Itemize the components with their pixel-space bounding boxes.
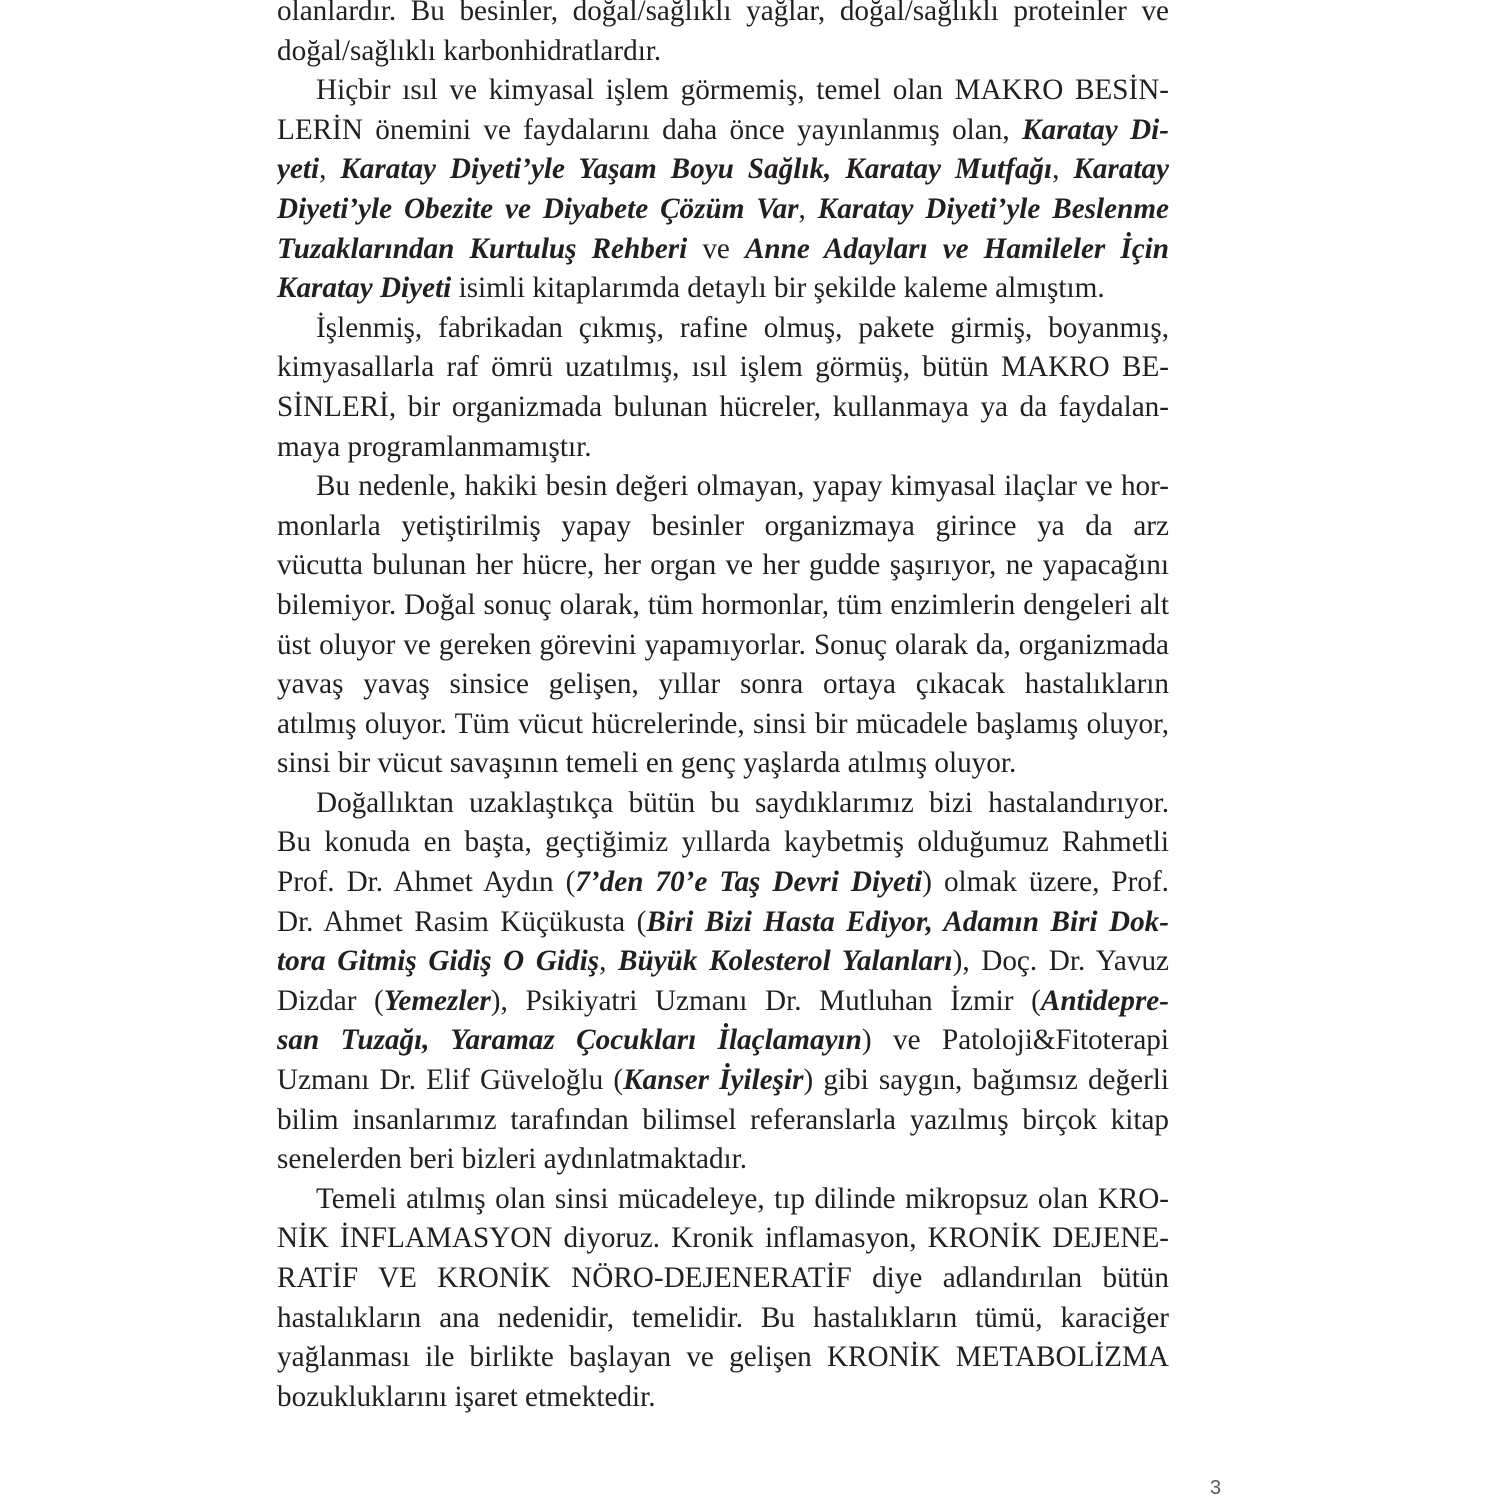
text-line [277, 942, 1169, 982]
text-line [277, 428, 1169, 468]
text-line [277, 903, 1169, 943]
text-run: LERİN önemini ve faydalarını daha önce yayınlanmış olan, [277, 113, 1023, 146]
book-title: Karatay Diyeti’yle Beslenme [817, 192, 1169, 225]
text-run: ) ve Patoloji&Fitoterapi [861, 1024, 1169, 1057]
text-run: ) gibi saygın, bağımsız değerli [803, 1064, 1169, 1097]
text-run: ), Doç. Dr. Yavuz [952, 945, 1169, 978]
book-title: yeti [277, 153, 320, 186]
text-run: bozukluklarını işaret etmektedir. [277, 1380, 656, 1413]
paragraph-first-line [277, 467, 1169, 507]
text-line [277, 1219, 1169, 1259]
text-line [277, 1378, 1169, 1418]
text-run: yavaş yavaş sinsice gelişen, yıllar sonra ortaya çıkacak hastalıkların [277, 668, 1169, 701]
text-run: , [798, 192, 818, 225]
text-run: Prof. Dr. Ahmet Aydın ( [277, 866, 576, 899]
text-run: Temeli atılmış olan sinsi mücadeleye, tıp dilinde mikropsuz olan KRO- [316, 1182, 1169, 1215]
text-run: bilim insanlarımız tarafından bilimsel referanslarla yazılmış birçok kitap [277, 1103, 1169, 1136]
text-run: bilemiyor. Doğal sonuç olarak, tüm hormonlar, tüm enzimlerin dengeleri alt [277, 588, 1169, 621]
text-run: senelerden beri bizleri aydınlatmaktadır. [277, 1143, 748, 1176]
body-text [277, 0, 1169, 1417]
text-line [277, 863, 1169, 903]
book-title: Kanser İyileşir [623, 1064, 804, 1097]
text-line [277, 1338, 1169, 1378]
text-run: kimyasallarla raf ömrü uzatılmış, ısıl işlem görmüş, bütün MAKRO BE- [277, 351, 1169, 384]
text-run: Dr. Ahmet Rasim Küçükusta ( [277, 905, 647, 938]
text-run: RATİF VE KRONİK NÖRO-DEJENERATİF diye adlandırılan bütün [277, 1262, 1169, 1294]
text-run: monlarla yetiştirilmiş yapay besinler organizmaya girince ya da arz [277, 509, 1169, 542]
book-title: Yemezler [383, 984, 491, 1017]
text-line [277, 982, 1169, 1022]
text-run: Doğallıktan uzaklaştıkça bütün bu saydıklarımız bizi hastalandırıyor. [316, 786, 1169, 819]
text-run: İşlenmiş, fabrikadan çıkmış, rafine olmuş, pakete girmiş, boyanmış, [316, 311, 1169, 344]
book-title: Tuzaklarından Kurtuluş Rehberi [277, 232, 688, 265]
text-line [277, 705, 1169, 745]
paragraph-first-line [277, 71, 1169, 111]
page-number: 3 [1210, 1477, 1222, 1499]
text-run: sinsi bir vücut savaşının temeli en genç yaşlarda atılmış oluyor. [277, 747, 1017, 780]
text-line [277, 32, 1169, 72]
book-title: tora Gitmiş Gidiş O Gidiş [277, 945, 600, 978]
text-run: vücutta bulunan her hücre, her organ ve her gudde şaşırıyor, ne yapacağını [277, 549, 1169, 582]
text-run: yağlanması ile birlikte başlayan ve gelişen KRONİK METABOLİZMA [277, 1341, 1169, 1374]
book-title: 7’den 70’e Taş Devri Diyeti [575, 866, 923, 899]
text-run: ), Psikiyatri Uzmanı Dr. Mutluhan İzmir ( [490, 984, 1041, 1017]
text-line [277, 586, 1169, 626]
text-run: üst oluyor ve gereken görevini yapamıyorlar. Sonuç olarak da, organizmada [277, 628, 1169, 661]
paragraph-first-line [277, 309, 1169, 349]
book-title: Karatay Diyeti [277, 272, 452, 305]
text-run: , [599, 945, 618, 978]
text-run: ve [687, 232, 745, 265]
text-line [277, 665, 1169, 705]
text-run: ) olmak üzere, Prof. [922, 866, 1169, 899]
text-line [277, 150, 1169, 190]
book-title: Anne Adayları ve Hamileler İçin [744, 232, 1169, 265]
text-line [277, 1101, 1169, 1141]
text-run: maya programlanmamıştır. [277, 430, 592, 463]
text-line [277, 0, 1169, 32]
book-title: Karatay Diyeti’yle Yaşam Boyu Sağlık, Karatay Mutfağı [340, 153, 1053, 186]
book-title: san Tuzağı, Yaramaz Çocukları İlaçlamayın [277, 1024, 862, 1057]
book-title: Diyeti’yle Obezite ve Diyabete Çözüm Var [277, 192, 799, 225]
text-line [277, 348, 1169, 388]
text-run: Uzmanı Dr. Elif Güveloğlu ( [277, 1064, 624, 1097]
text-run: NİK İNFLAMASYON diyoruz. Kronik inflamasyon, KRONİK DEJENE- [277, 1222, 1169, 1255]
text-run: , [1052, 153, 1074, 186]
text-line [277, 546, 1169, 586]
text-run: Bu konuda en başta, geçtiğimiz yıllarda kaybetmiş olduğumuz Rahmetli [277, 826, 1169, 859]
text-run: , [319, 153, 341, 186]
text-line [277, 626, 1169, 666]
text-run: isimli kitaplarımda detaylı bir şekilde kaleme almıştım. [451, 272, 1105, 305]
text-line [277, 1299, 1169, 1339]
text-run: atılmış oluyor. Tüm vücut hücrelerinde, sinsi bir mücadele başlamış oluyor, [277, 707, 1169, 740]
text-line [277, 1021, 1169, 1061]
book-title: Biri Bizi Hasta Ediyor, Adamın Biri Dok- [646, 905, 1169, 938]
text-run: olanlardır. Bu besinler, doğal/sağlıklı yağlar, doğal/sağlıklı proteinler ve [277, 0, 1169, 27]
text-line [277, 507, 1169, 547]
book-title: Büyük Kolesterol Yalanları [618, 945, 953, 978]
text-line [277, 1061, 1169, 1101]
text-line [277, 111, 1169, 151]
text-run: Bu nedenle, hakiki besin değeri olmayan, yapay kimyasal ilaçlar ve hor- [316, 470, 1169, 503]
book-title: Karatay Di- [1022, 113, 1169, 146]
text-line [277, 190, 1169, 230]
paragraph-first-line [277, 1180, 1169, 1220]
text-line [277, 269, 1169, 309]
text-line [277, 230, 1169, 270]
text-line [277, 1140, 1169, 1180]
paragraph-first-line [277, 784, 1169, 824]
text-run: Dizdar ( [277, 984, 384, 1017]
book-title: Antidepre- [1040, 984, 1169, 1017]
text-run: doğal/sağlıklı karbonhidratlardır. [277, 34, 662, 67]
book-title: Karatay [1073, 153, 1169, 186]
text-line [277, 1259, 1169, 1299]
text-run: hastalıkların ana nedenidir, temelidir. Bu hastalıkların tümü, karaciğer [277, 1301, 1169, 1334]
text-line [277, 744, 1169, 784]
text-line [277, 823, 1169, 863]
text-line [277, 388, 1169, 428]
text-run: Hiçbir ısıl ve kimyasal işlem görmemiş, temel olan MAKRO BESİN- [316, 74, 1169, 107]
text-run: SİNLERİ, bir organizmada bulunan hücreler, kullanmaya ya da faydalan- [277, 390, 1169, 423]
